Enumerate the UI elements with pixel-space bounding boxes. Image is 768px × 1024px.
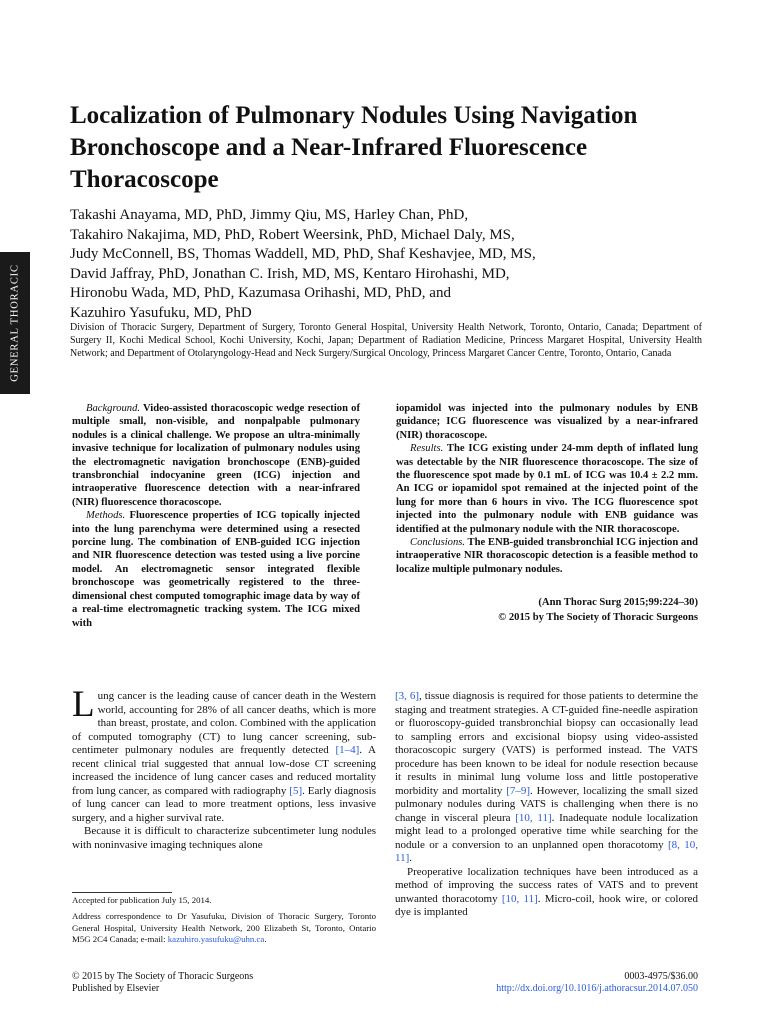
abstract-conclusions-label: Conclusions. (410, 537, 466, 549)
author-line: Kazuhiro Yasufuku, MD, PhD (70, 304, 252, 321)
abstract-methods-text: Fluorescence properties of ICG topically injected into the lung parenchyma were determined using a resected porcine lung. The combination of ENB-guided ICG injection and NIR fluorescence detection was tested using a live porcine model. An electromagnetic sensor integrated flexible bronchoscope was geometrically registered to the three-dimensional chest computed tomographic image data by way of a real-time electromagnetic tracking system. The ICG mixed with (72, 510, 360, 629)
abstract-results (396, 442, 698, 536)
abstract-conclusions (396, 536, 698, 576)
reference-link[interactable]: [7–9] (506, 784, 531, 797)
page-footer-left (72, 971, 253, 996)
section-side-tab (0, 252, 30, 394)
body-paragraph (395, 866, 698, 920)
body-text: ung cancer is the leading cause of cancer death in the Western world, accounting for 28% of all cancer deaths, which is more than breast, prostate, and colon. Combined with the application of computed tomography (CT) to lung cancer screening, sub-centimeter pulmonary nodules are frequently detected (72, 690, 376, 756)
footnote-correspondence (72, 911, 376, 946)
body-paragraph (72, 684, 376, 825)
abstract-right-column (396, 402, 698, 625)
page-footer-right (496, 971, 698, 996)
author-line: David Jaffray, PhD, Jonathan C. Irish, MD, MS, Kentaro Hirohashi, MD, (70, 265, 510, 282)
body-paragraph: Because it is difficult to characterize subcentimeter lung nodules with noninvasive imaging techniques alone (72, 825, 376, 851)
drop-cap: L (72, 684, 95, 725)
affiliations: Division of Thoracic Surgery, Department of Surgery, Toronto General Hospital, University Health Network, Toronto, Ontario, Canada; Department of Surgery II, Kochi Medical School, Kochi University, Kochi, Japan; Department of Radiation Medicine, Princess Margaret Hospital, University Health Network; and Department of Otolaryngology-Head and Neck Surgery/Surgical Oncology, Princess Margaret Cancer Centre, Toronto, Ontario, Canada (70, 322, 702, 360)
body-text: . (409, 852, 413, 864)
body-text: Preoperative localization techniques have been introduced as a method of improving the success rates of VATS and to prevent unwanted thoracotomy (395, 865, 698, 905)
reference-link[interactable]: [10, 11] (501, 892, 538, 905)
doi-link[interactable]: http://dx.doi.org/10.1016/j.athoracsur.2014.07.050 (496, 983, 698, 995)
author-line: Judy McConnell, BS, Thomas Waddell, MD, PhD, Shaf Keshavjee, MD, MS, (70, 246, 536, 263)
reference-link[interactable]: [1–4] (335, 744, 360, 756)
article-title: Localization of Pulmonary Nodules Using Navigation Bronchoscope and a Near-Infrared Fluorescence Thoracoscope (70, 102, 638, 193)
abstract-methods-continued: iopamidol was injected into the pulmonary nodules by ENB guidance; ICG fluorescence was visualized by a near-infrared (NIR) thoracoscope. (396, 403, 698, 441)
body-text: . Inadequate nodule localization might lead to a prolonged operative time while searching for the nodule or a conversion to an unplanned open thoracotomy (395, 811, 699, 851)
abstract-methods-label: Methods. (86, 510, 126, 522)
reference-link[interactable]: [8, 10, 11] (395, 838, 698, 864)
abstract-methods (72, 509, 360, 630)
email-link[interactable]: kazuhiro.yasufuku@uhn.ca (167, 934, 265, 945)
abstract-results-text: The ICG existing under 24-mm depth of inflated lung was detectable by the NIR fluorescence thoracoscope. The size of the fluorescence spot made by 0.1 mL of ICG was 10.4 ± 2.2 mm. An ICG or iopamidol spot remained at the injected point of the lung for more than 6 hours in vivo. The ICG fluorescence spot injected into the pulmonary nodule with ENB guidance was identified at the pulmonary nodule with the NIR thoracoscope. (396, 443, 698, 535)
body-text: . A recent clinical trial suggested that annual low-dose CT screening increased the incidence of lung cancer cases and reduced mortality from lung cancer, as compared with radiography (72, 744, 376, 797)
reference-link[interactable]: [5] (289, 784, 303, 797)
footer-issn: 0003-4975/$36.00 (624, 971, 698, 982)
footnote-accepted: Accepted for publication July 15, 2014. (72, 895, 212, 905)
abstract-left-column (72, 402, 360, 630)
footer-copyright: © 2015 by The Society of Thoracic Surgeons (72, 971, 254, 982)
abstract-results-label: Results. (410, 443, 444, 455)
footnote-divider (72, 892, 172, 893)
abstract-background-label: Background. (86, 403, 141, 414)
abstract-background (72, 402, 360, 509)
abstract-citation (396, 596, 698, 625)
author-line: Hironobu Wada, MD, PhD, Kazumasa Orihashi, MD, PhD, and (70, 285, 451, 302)
author-line: Takashi Anayama, MD, PhD, Jimmy Qiu, MS, Harley Chan, PhD, (70, 207, 469, 223)
section-side-tab-label: GENERAL THORACIC (9, 264, 21, 382)
reference-link[interactable]: [3, 6] (395, 690, 420, 702)
body-text: , tissue diagnosis is required for those patients to determine the staging and treatment strategies. A CT-guided fine-needle aspiration or fluoroscopy-guided transbronchial biopsy can occasionally lead to sampling errors and excisional biopsy using video-assisted thoracoscopic surgery (VATS) is performed instead. The VATS procedure has been known to be ideal for nodule resection because it results in minimal lung volume loss and little postoperative morbidity and mortality (395, 690, 698, 797)
journal-citation: (Ann Thorac Surg 2015;99:224–30) (538, 597, 698, 609)
footer-publisher: Published by Elsevier (72, 983, 160, 995)
reference-link[interactable]: [10, 11] (515, 811, 552, 824)
body-right-column (395, 690, 698, 920)
author-list (70, 206, 710, 324)
author-line: Takahiro Nakajima, MD, PhD, Robert Weersink, PhD, Michael Daly, MS, (70, 226, 515, 243)
body-text: . However, localizing the small sized pulmonary nodules during VATS is challenging when there is no change in visceral pleura (395, 784, 698, 824)
footnote-address: Address correspondence to Dr Yasufuku, Division of Thoracic Surgery, Toronto General Hospital, University Health Network, 200 Elizabeth St, Toronto, Ontario M5G 2C4 Canada; e-mail: (72, 911, 376, 945)
footnote-address-end: . (264, 934, 267, 945)
abstract-conclusions-text: The ENB-guided transbronchial ICG injection and intraoperative NIR thoracoscopic detection is a feasible method to localize multiple pulmonary nodules. (396, 537, 698, 575)
body-paragraph (395, 690, 698, 866)
body-text: . Early diagnosis of lung cancer can lead to more treatment options, less invasive surgery, and a higher survival rate. (72, 784, 376, 824)
body-left-column (72, 684, 376, 852)
body-text: . Micro-coil, hook wire, or colored dye is implanted (395, 892, 698, 918)
abstract-background-text: Video-assisted thoracoscopic wedge resection of multiple small, non-visible, and nonpalpable pulmonary nodules is a clinical challenge. We propose an ultra-minimally invasive technique for localization of pulmonary nodules using the electromagnetic navigation bronchoscope (ENB)-guided transbronchial indocyanine green (ICG) injection and intraoperative fluorescence detection with a near-infrared (NIR) fluorescence thoracoscope. (72, 403, 360, 508)
abstract-copyright: © 2015 by The Society of Thoracic Surgeons (498, 611, 698, 623)
